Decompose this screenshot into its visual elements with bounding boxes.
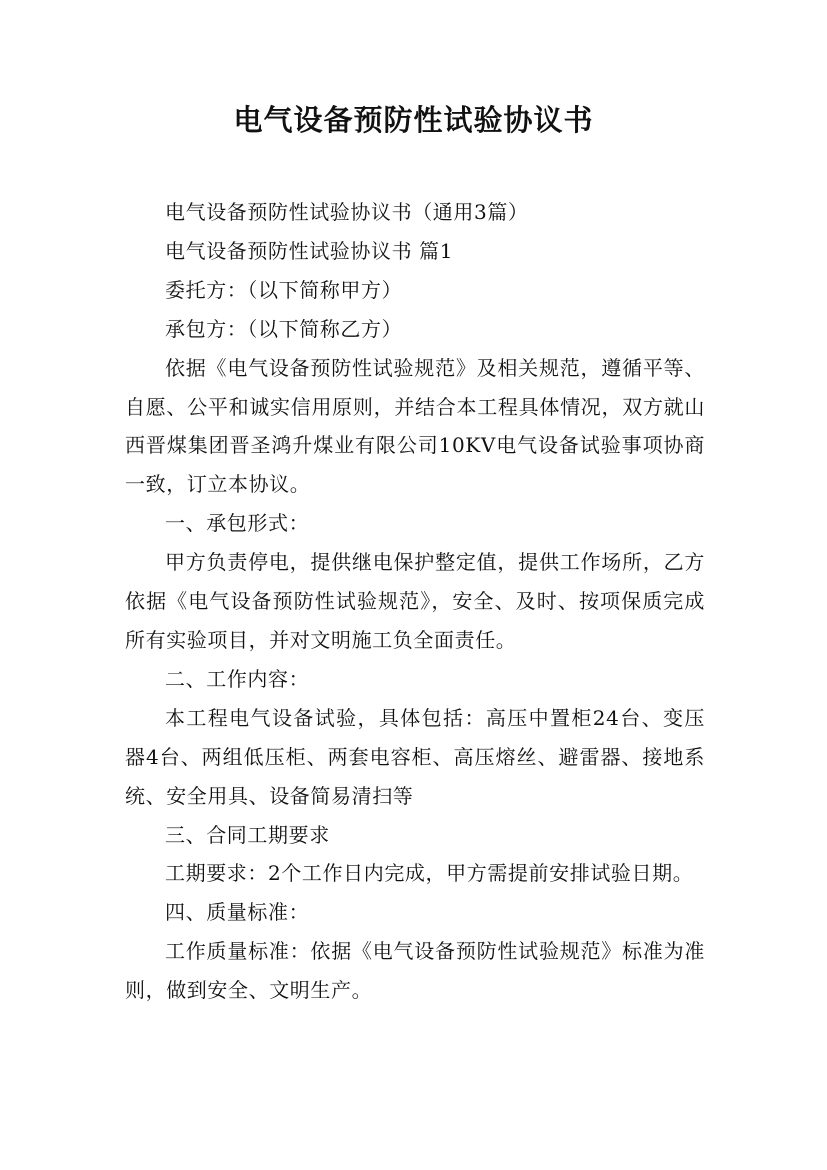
document-body [125,193,705,1010]
paragraph-party-b: 承包方：（以下简称乙方） [165,316,403,341]
document-title: 电气设备预防性试验协议书 [233,103,594,137]
paragraph-schedule: 工期要求：2个工作日内完成，甲方需提前安排试验日期。 [165,861,694,886]
paragraph-preamble: 依据《电气设备预防性试验规范》及相关规范，遵循平等、自愿、公平和诚实信用原则，并结合本工程具体情况，双方就山西晋煤集团晋圣鸿升煤业有限公司10KV电气设备试验事项协商一致，订立本协议。 [125,355,705,497]
paragraph-quality: 工作质量标准：依据《电气设备预防性试验规范》标准为准则，做到安全、文明生产。 [125,939,705,1003]
heading-quality: 四、质量标准： [165,900,310,925]
paragraph-contract-form: 甲方负责停电，提供继电保护整定值，提供工作场所，乙方依据《电气设备预防性试验规范》，安全、及时、按项保质完成所有实验项目，并对文明施工负全面责任。 [125,550,705,652]
paragraph-work-content: 本工程电气设备试验，具体包括：高压中置柜24台、变压器4台、两组低压柜、两套电容柜、高压熔丝、避雷器、接地系统、安全用具、设备简易清扫等 [125,705,705,808]
paragraph-subtitle: 电气设备预防性试验协议书（通用3篇） [165,200,529,224]
paragraph-section-heading: 电气设备预防性试验协议书 篇1 [165,238,454,263]
heading-schedule: 三、合同工期要求 [165,822,330,847]
heading-work-content: 二、工作内容： [165,666,310,691]
heading-contract-form: 一、承包形式： [165,511,310,536]
paragraph-party-a: 委托方：（以下简称甲方） [165,277,403,302]
